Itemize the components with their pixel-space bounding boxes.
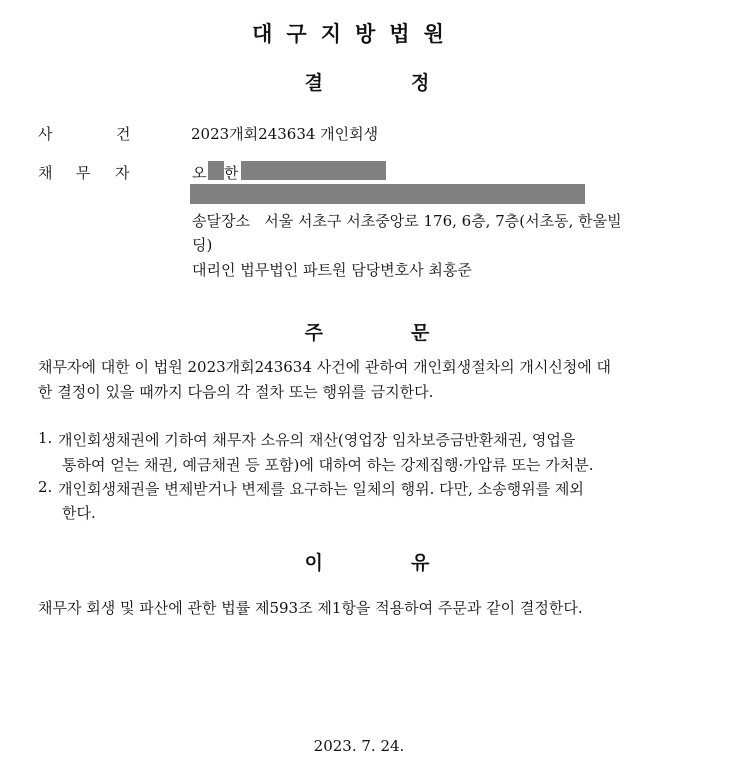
delivery-address: 서울 서초구 서초중앙로 176, 6층, 7층(서초동, 한울빌 — [264, 212, 622, 230]
list-item-number: 2. — [38, 478, 53, 496]
debtor-label — [38, 162, 130, 183]
list-item-2-line-1: 개인회생채권을 변제받거나 변제를 요구하는 일체의 행위. 다만, 소송행위를 제외 — [58, 480, 584, 498]
order-text-line-2: 한 결정이 있을 때까지 다음의 각 절차 또는 행위를 금지한다. — [38, 383, 434, 401]
order-heading — [0, 318, 734, 345]
list-item-2-line-2: 한다. — [62, 504, 96, 522]
delivery-address-line-1 — [192, 210, 622, 231]
case-number: 2023개회243634 개인회생 — [191, 125, 379, 143]
redaction-block — [190, 184, 585, 204]
document-title-right: 정 — [411, 72, 430, 94]
order-text-line-1: 채무자에 대한 이 법원 2023개회243634 사건에 관하여 개인회생절차의 개시신청에 대 — [38, 358, 612, 376]
reason-text: 채무자 회생 및 파산에 관한 법률 제593조 제1항을 적용하여 주문과 같이 결정한다. — [38, 599, 583, 617]
order-heading-right: 문 — [411, 322, 430, 344]
debtor-label-char-3: 자 — [115, 164, 130, 182]
case-label — [38, 123, 131, 144]
list-item-number: 1. — [38, 429, 53, 447]
list-item-1-line-1: 개인회생채권에 기하여 채무자 소유의 재산(영업장 임차보증금반환채권, 영업을 — [58, 431, 576, 449]
debtor-label-char-2: 무 — [76, 164, 91, 182]
order-heading-left: 주 — [304, 322, 323, 344]
debtor-label-char-1: 채 — [38, 164, 53, 182]
decision-date: 2023. 7. 24. — [313, 737, 405, 755]
court-name: 대구지방법원 — [252, 22, 458, 46]
reason-heading — [0, 548, 734, 575]
case-label-char-1: 사 — [38, 125, 53, 143]
reason-heading-left: 이 — [304, 552, 323, 574]
delivery-address-line-2: 딩) — [192, 236, 213, 254]
document-title-left: 결 — [304, 72, 323, 94]
debtor-name-last: 한 — [224, 164, 239, 182]
case-label-char-2: 건 — [116, 125, 131, 143]
redaction-block — [208, 161, 224, 180]
list-item-1-line-2: 통하여 얻는 채권, 예금채권 등 포함)에 대하여 하는 강제집행·가압류 또는 가처분. — [62, 456, 594, 474]
document-title — [0, 68, 734, 95]
delivery-label: 송달장소 — [192, 212, 250, 230]
debtor-name-first: 오 — [192, 164, 207, 182]
reason-heading-right: 유 — [411, 552, 430, 574]
legal-agent: 대리인 법무법인 파트원 담당변호사 최홍준 — [192, 261, 472, 279]
redaction-block — [241, 161, 386, 180]
